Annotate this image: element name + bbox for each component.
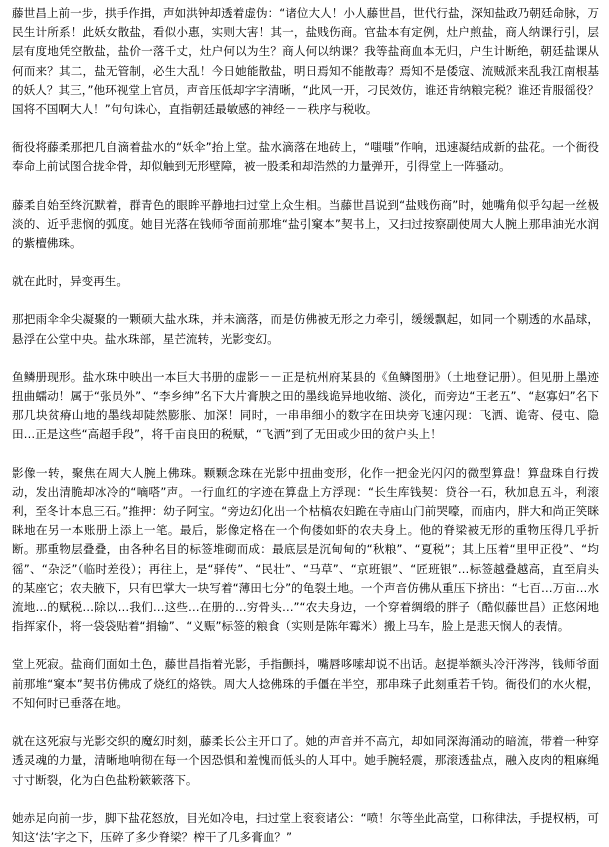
paragraph-umbrella-brought: 衙役将藤柔那把几自滴着盐水的“妖伞”抬上堂。盐水滴落在地砖上，“嗤嗤”作响，迅速凝结成新的盐花。一个衙役奉命上前试图合拢伞骨，却似触到无形壁障，被一股柔和却浩然的力量弹开，引得堂上一阵骚动。 <box>12 140 599 174</box>
paragraph-princess-steps-forward: 她赤足向前一步，脚下盐花怒放，目光如冷电，扫过堂上衮衮诸公：“喷！尔等坐此高堂，口称律法，手提权柄，可知这‘法’字之下，压碎了多少脊梁？榨干了几多膏血？” <box>12 810 599 844</box>
paragraph-princess-silent: 藤柔自始至终沉默着，群青色的眼眸平静地扫过堂上众生相。当藤世昌说到“盐贱伤商”时，她嘴角似乎勾起一丝极淡的、近乎悲悯的弧度。她目光落在钱师爷面前那堆“盐引窠本”契书上，又扫过按察副使周大人腕上那串油光水润的紫檀佛珠。 <box>12 197 599 251</box>
paragraph-teng-speech: 藤世昌上前一步，拱手作揖，声如洪钟却透着虚伪：“诸位大人！小人藤世昌，世代行盐，深知盐政乃朝廷命脉，万民生计所系！此妖女散盐，看似小惠，实则大害！其一，盐贱伤商。官盐本有定例，灶户煎盐，商人纳课行引，层层有度地凭空散盐，盐价一落千丈，灶户何以为生？商人何以纳课？我等盐商血本无归，户生计断绝，朝廷盐课从何而来？其二，盐无管制，必生大乱！今日她能散盐，明日焉知不能散毒？焉知不是倭寇、流贼派来乱我江南根基的妖人？其三，”他环视堂上官员，声音压低却字字清晰，“此风一开，刁民效仿，谁还肯纳粮完税？谁还肯服徭役？国将不国啊大人！”句句诛心，直指朝廷最敏感的神经－－秩序与税收。 <box>12 6 599 117</box>
paragraph-fish-scale-register: 鱼鳞册现形。盐水珠中映出一本巨大书册的虚影－－正是杭州府某县的《鱼鳞图册》（土地登记册）。但见册上墨迹扭曲蠕动！属于“张员外”、“李乡绅”名下大片膏腴之田的墨线诡异地收缩、淡化，而旁边“王老五”、“赵寡妇”名下那几块贫瘠山地的墨线却陡然膨胀、加深！同时，一串串细小的数字在田块旁飞速闪现：飞洒、诡寄、侵屯、隐田…正是这些“高超手段”，将千亩良田的税赋，“飞洒”到了无田或少田的贫户头上！ <box>12 369 599 442</box>
paragraph-prayer-beads-abacus: 影像一转，聚焦在周大人腕上佛珠。颗颗念珠在光影中扭曲变形，化作一把金光闪闪的微型算盘！算盘珠自行拨动，发出清脆却冰冷的“嘀嗒”声。一行血红的字迹在算盘上方浮现：“长生库钱契：贷谷一石，秋加息五斗，利滚利，至冬计本息三石。”推押：幼子阿宝。“旁边幻化出一个枯槁农妇跪在寺庙山门前哭嚎，而庙内，胖大和尚正笑眯眯地在另一本账册上添上一笔。最后，影像定格在一个佝偻如虾的农夫身上。他的脊梁被无形的重物压得几乎折断。那重物层叠叠，由各种名目的标签堆砌而成：最底层是沉甸甸的“秋粮”、“夏税”；其上压着“里甲正役”、“均徭”、“杂泛”（临时差役）；再往上，是“驿传”、“民壮”、“马草”、“京班银”、“匠班银”…标签越叠越高，直至肩头的某座它；农夫腋下，只有巴掌大一块写着“薄田七分”的龟裂土地。一个声音仿佛从重压下挤出：“七百…万亩…水流地…的赋税…除以…我们…这些…在册的…穷骨头…”“农夫身边，一个穿着绸缎的胖子（酷似藤世昌）正悠闲地指挥家仆，将一袋袋贴着“捐输”、“义赈”标签的粮食（实则是陈年霉米）搬上马车，脸上是悲天悯人的表情。 <box>12 465 599 634</box>
paragraph-hall-silence: 堂上死寂。盐商们面如土色，藤世昌指着光影，手指颤抖，嘴唇哆嗦却说不出话。赵提举额头冷汗涔涔，钱师爷面前那堆“窠本”契书仿佛成了烧红的烙铁。周大人捻佛珠的手僵在半空，那串珠子此刻重若千钧。衙役们的水火棍，不知何时已垂落在地。 <box>12 657 599 710</box>
paragraph-sudden-change: 就在此时，异变再生。 <box>12 274 128 289</box>
paragraph-salt-orb: 那把雨伞伞尖凝聚的一颗硕大盐水珠，并未滴落，而是仿佛被无形之力牵引，缓缓飘起，如同一个剔透的水晶球，悬浮在公堂中央。盐水珠部，星芒流转，光影变幻。 <box>12 312 599 346</box>
paragraph-princess-speaks: 就在这死寂与光影交织的魔幻时刻，藤柔长公主开口了。她的声音并不高亢，却如同深海涌动的暗流，带着一种穿透灵魂的力量，清晰地响彻在每一个因恐惧和羞愧而低头的人耳中。她手腕轻震，那滚透盐点，融入皮肉的粗麻绳寸寸断裂，化为白色盐粉簌簌落下。 <box>12 734 599 787</box>
